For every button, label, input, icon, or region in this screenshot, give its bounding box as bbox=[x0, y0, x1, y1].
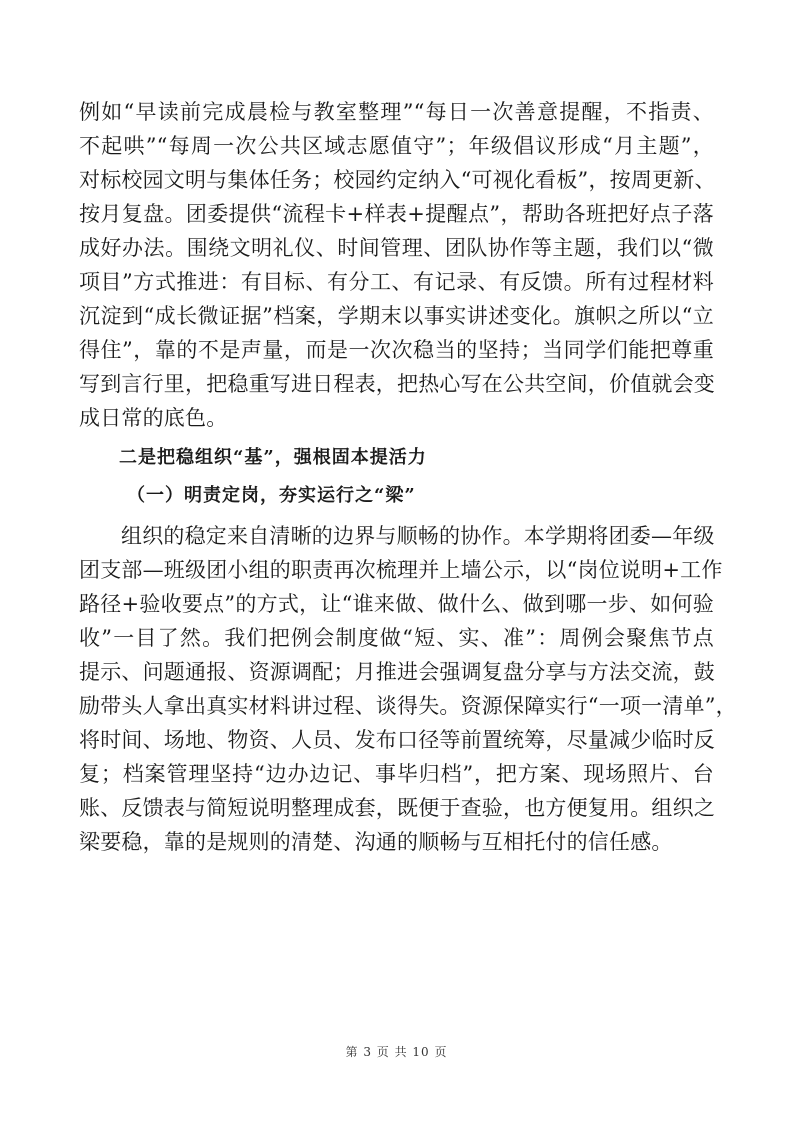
paragraph-2 bbox=[79, 519, 737, 859]
paragraph-line: 得住”，靠的不是声量，而是一次次稳当的坚持；当同学们能把尊重 bbox=[79, 338, 714, 362]
subsection-heading: （一）明责定岗，夯实运行之“梁” bbox=[127, 485, 416, 506]
paragraph-1 bbox=[79, 95, 714, 435]
paragraph-line: 收”一目了然。我们把例会制度做“短、实、准”：周例会聚焦节点 bbox=[79, 626, 714, 650]
paragraph-line: 成日常的底色。 bbox=[79, 406, 228, 430]
paragraph-line: 写到言行里，把稳重写进日程表，把热心写在公共空间，价值就会变 bbox=[79, 372, 715, 396]
paragraph-line: 组织的稳定来自清晰的边界与顺畅的协作。本学期将团委—年级 bbox=[121, 524, 715, 548]
paragraph-line: 团支部—班级团小组的职责再次梳理并上墙公示，以“岗位说明+工作 bbox=[79, 558, 723, 582]
paragraph-line: 成好办法。围绕文明礼仪、时间管理、团队协作等主题，我们以“微 bbox=[79, 236, 714, 260]
paragraph-line: 账、反馈表与简短说明整理成套，既便于查验，也方便复用。组织之 bbox=[79, 796, 715, 820]
paragraph-line: 项目”方式推进：有目标、有分工、有记录、有反馈。所有过程材料 bbox=[79, 270, 714, 294]
paragraph-line: 沉淀到“成长微证据”档案，学期末以事实讲述变化。旗帜之所以“立 bbox=[79, 304, 714, 328]
paragraph-line: 梁要稳，靠的是规则的清楚、沟通的顺畅与互相托付的信任感。 bbox=[79, 830, 673, 854]
paragraph-line: 励带头人拿出真实材料讲过程、谈得失。资源保障实行“一项一清单”， bbox=[79, 694, 737, 718]
paragraph-line: 不起哄”“每周一次公共区域志愿值守”；年级倡议形成“月主题”， bbox=[79, 134, 714, 158]
paragraph-line: 按月复盘。团委提供“流程卡+样表+提醒点”，帮助各班把好点子落 bbox=[79, 202, 714, 226]
paragraph-line: 提示、问题通报、资源调配；月推进会强调复盘分享与方法交流，鼓 bbox=[79, 660, 715, 684]
paragraph-line: 例如“早读前完成晨检与教室整理”“每日一次善意提醒，不指责、 bbox=[79, 100, 714, 124]
page-number-footer: 第 3 页 共 10 页 bbox=[345, 1045, 448, 1059]
paragraph-line: 路径+验收要点”的方式，让“谁来做、做什么、做到哪一步、如何验 bbox=[79, 592, 714, 616]
section-heading: 二是把稳组织“基”，强根固本提活力 bbox=[119, 447, 427, 468]
paragraph-line: 将时间、场地、物资、人员、发布口径等前置统筹，尽量减少临时反 bbox=[79, 728, 715, 752]
paragraph-line: 对标校园文明与集体任务；校园约定纳入“可视化看板”，按周更新、 bbox=[79, 168, 716, 192]
document-body bbox=[79, 95, 737, 859]
paragraph-line: 复；档案管理坚持“边办边记、事毕归档”，把方案、现场照片、台 bbox=[79, 762, 714, 786]
